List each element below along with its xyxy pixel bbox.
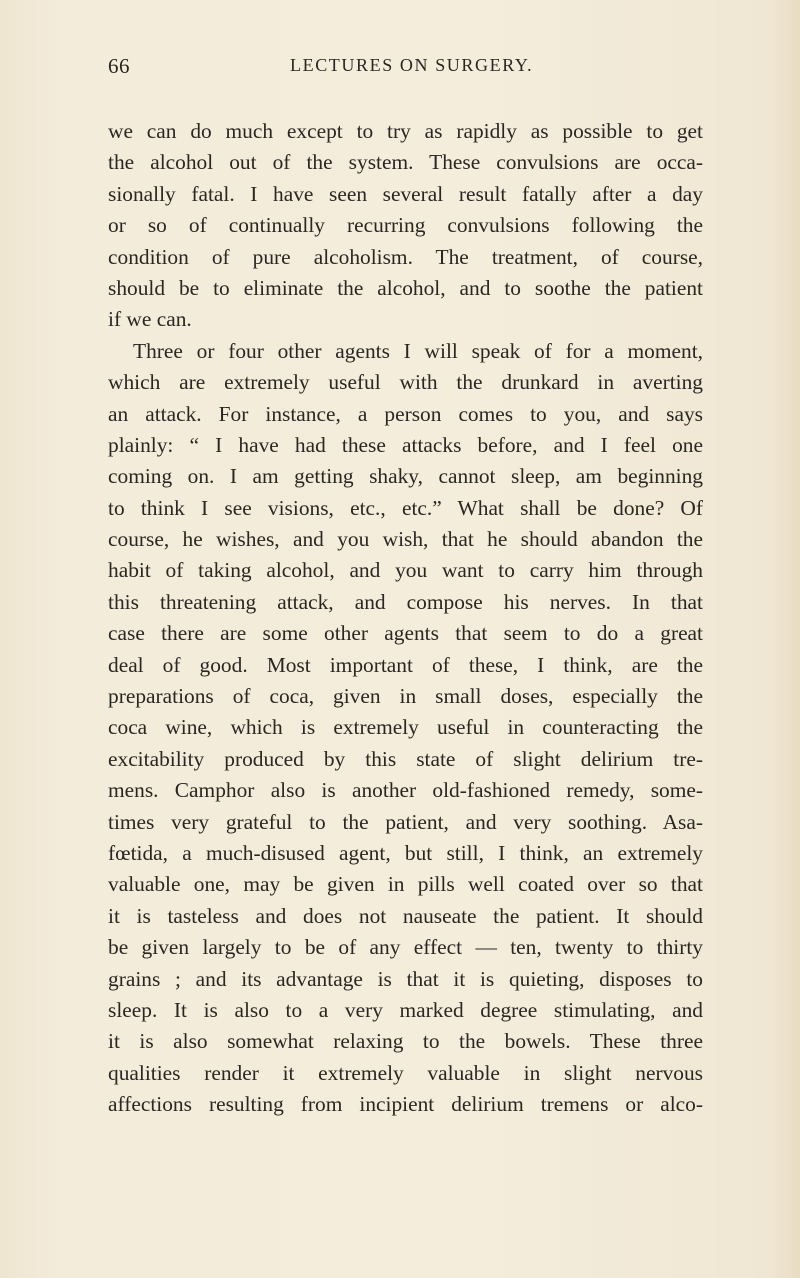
page-number: 66 <box>108 54 130 78</box>
text-line: excitability produced by this state of slight delirium tre- <box>108 746 703 771</box>
running-head <box>108 54 708 84</box>
text-line: habit of taking alcohol, and you want to carry him through <box>108 558 703 583</box>
text-line: if we can. <box>108 307 192 332</box>
text-line: coming on. I am getting shaky, cannot sleep, am beginning <box>108 464 703 489</box>
text-line: fœtida, a much-disused agent, but still, I think, an extremely <box>108 840 703 865</box>
text-line: plainly: “ I have had these attacks before, and I feel one <box>108 432 703 457</box>
text-line: we can do much except to try as rapidly as possible to get <box>108 119 703 143</box>
text-line: or so of continually recurring convulsions following the <box>108 213 703 238</box>
text-line: preparations of coca, given in small doses, especially the <box>108 684 703 709</box>
text-line: deal of good. Most important of these, I think, are the <box>108 652 703 677</box>
text-line: Three or four other agents I will speak of for a moment, <box>133 338 703 363</box>
text-line: this threatening attack, and compose his nerves. In that <box>108 589 703 614</box>
text-line: should be to eliminate the alcohol, and to soothe the patient <box>108 275 703 300</box>
text-line: valuable one, may be given in pills well coated over so that <box>108 872 703 897</box>
body-text <box>108 116 703 1121</box>
text-line: it is tasteless and does not nauseate the patient. It should <box>108 903 703 928</box>
text-line: case there are some other agents that seem to do a great <box>108 621 703 646</box>
text-line: sionally fatal. I have seen several result fatally after a day <box>108 181 703 206</box>
text-line: coca wine, which is extremely useful in counteracting the <box>108 715 703 740</box>
text-line: sleep. It is also to a very marked degree stimulating, and <box>108 997 703 1022</box>
text-line: the alcohol out of the system. These convulsions are occa- <box>108 150 703 175</box>
text-line: an attack. For instance, a person comes to you, and says <box>108 401 703 426</box>
text-line: condition of pure alcoholism. The treatment, of course, <box>108 244 703 269</box>
text-line: qualities render it extremely valuable in slight nervous <box>108 1060 703 1085</box>
text-line: it is also somewhat relaxing to the bowels. These three <box>108 1029 703 1054</box>
text-line: mens. Camphor also is another old-fashioned remedy, some- <box>108 778 703 803</box>
text-line: to think I see visions, etc., etc.” What shall be done? Of <box>108 495 703 520</box>
text-line: which are extremely useful with the drunkard in averting <box>108 370 703 395</box>
text-line: affections resulting from incipient delirium tremens or alco- <box>108 1092 703 1117</box>
running-title: LECTURES ON SURGERY. <box>290 55 534 75</box>
text-line: course, he wishes, and you wish, that he should abandon the <box>108 527 703 552</box>
text-line: grains ; and its advantage is that it is quieting, disposes to <box>108 966 703 991</box>
text-line: times very grateful to the patient, and very soothing. Asa- <box>108 809 703 834</box>
text-line: be given largely to be of any effect — ten, twenty to thirty <box>108 935 703 960</box>
